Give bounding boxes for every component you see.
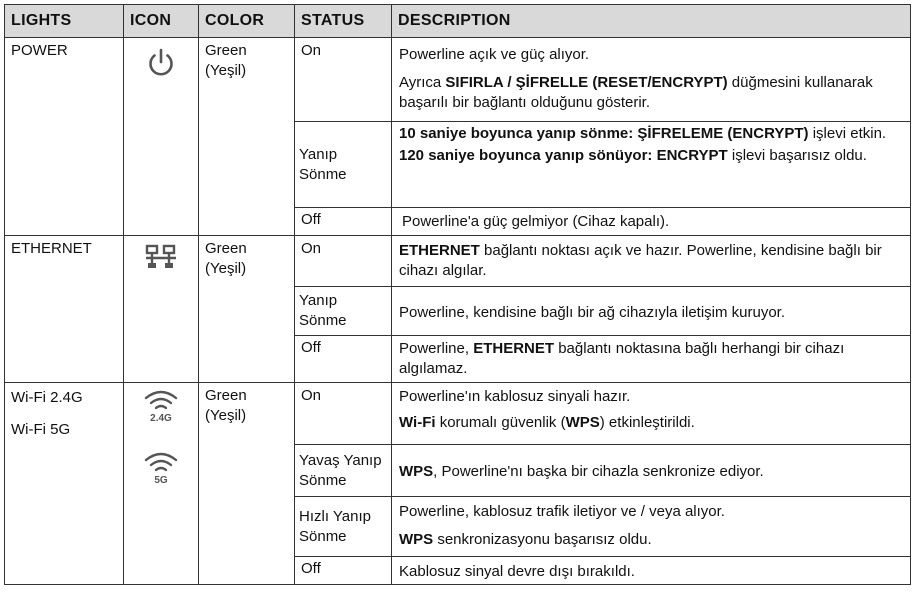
status-ethernet-off: Off <box>295 336 392 383</box>
power-icon <box>144 46 178 80</box>
desc-line: Wi-Fi korumalı güvenlik (WPS) etkinleştirildi. <box>399 414 695 431</box>
color-label-tr: (Yeşil) <box>205 260 247 277</box>
color-power <box>199 38 295 236</box>
header-lights: LIGHTS <box>5 5 124 38</box>
desc-line: 120 saniye boyunca yanıp sönüyor: ENCRYPT işlevi başarısız oldu. <box>399 147 867 164</box>
light-ethernet: ETHERNET <box>5 236 124 383</box>
desc-power-blink <box>392 122 911 208</box>
table-row <box>5 383 911 445</box>
status-wifi-off: Off <box>295 557 392 585</box>
desc-wifi-off: Kablosuz sinyal devre dışı bırakıldı. <box>392 557 911 585</box>
desc-wifi-fast <box>392 497 911 557</box>
wifi-5g-icon <box>144 451 178 473</box>
header-status: STATUS <box>295 5 392 38</box>
wifi-2-4g-label: 2.4G <box>150 413 172 424</box>
color-label-tr: (Yeşil) <box>205 407 247 424</box>
header-description: DESCRIPTION <box>392 5 911 38</box>
desc-line: Powerline, kablosuz trafik iletiyor ve / veya alıyor. <box>399 503 725 520</box>
desc-wifi-on <box>392 383 911 445</box>
desc-line: Powerline'ın kablosuz sinyali hazır. <box>399 388 631 405</box>
status-power-blink: Yanıp Sönme <box>295 122 392 208</box>
status-wifi-on: On <box>295 383 392 445</box>
color-label: Green <box>205 387 247 404</box>
light-wifi <box>5 383 124 585</box>
table-row <box>5 236 911 287</box>
status-power-on: On <box>295 38 392 122</box>
desc-ethernet-on: ETHERNET bağlantı noktası açık ve hazır. Powerline, kendisine bağlı bir cihazı algılar. <box>392 236 911 287</box>
desc-ethernet-off: Powerline, ETHERNET bağlantı noktasına bağlı herhangi bir cihazı algılamaz. <box>392 336 911 383</box>
status-ethernet-on: On <box>295 236 392 287</box>
desc-power-on <box>392 38 911 122</box>
wifi-5g-label: 5G <box>154 475 168 486</box>
ethernet-icon <box>144 242 178 272</box>
color-label: Green <box>205 240 247 257</box>
light-wifi-24g: Wi-Fi 2.4G <box>11 389 83 406</box>
ethernet-icon-cell <box>124 236 199 383</box>
wifi-icon-cell <box>124 383 199 585</box>
desc-line: WPS senkronizasyonu başarısız oldu. <box>399 531 652 548</box>
header-row <box>5 5 911 38</box>
status-wifi-fast: Hızlı Yanıp Sönme <box>295 497 392 557</box>
desc-power-off: Powerline'a güç gelmiyor (Cihaz kapalı). <box>392 208 911 236</box>
desc-wifi-slow: WPS, Powerline'nı başka bir cihazla senkronize ediyor. <box>392 445 911 497</box>
desc-line: 10 saniye boyunca yanıp sönme: ŞİFRELEME (ENCRYPT) işlevi etkin. <box>399 125 887 142</box>
status-ethernet-blink: Yanıp Sönme <box>295 287 392 336</box>
power-icon-cell <box>124 38 199 236</box>
color-label: Green <box>205 42 247 59</box>
table-row <box>5 38 911 122</box>
wifi-2-4g-icon <box>144 389 178 411</box>
color-label-tr: (Yeşil) <box>205 62 247 79</box>
status-power-off: Off <box>295 208 392 236</box>
light-wifi-5g: Wi-Fi 5G <box>11 421 71 438</box>
desc-line: Ayrıca SIFIRLA / ŞİFRELLE (RESET/ENCRYPT) düğmesini kullanarak başarılı bir bağlantı olduğunu gösterir. <box>399 74 873 111</box>
color-wifi <box>199 383 295 585</box>
header-color: COLOR <box>199 5 295 38</box>
status-wifi-slow: Yavaş Yanıp Sönme <box>295 445 392 497</box>
header-icon: ICON <box>124 5 199 38</box>
color-ethernet <box>199 236 295 383</box>
desc-line: Powerline açık ve güç alıyor. <box>399 46 590 63</box>
desc-ethernet-blink: Powerline, kendisine bağlı bir ağ cihazıyla iletişim kuruyor. <box>392 287 911 336</box>
light-power: POWER <box>5 38 124 236</box>
led-table <box>4 4 911 585</box>
